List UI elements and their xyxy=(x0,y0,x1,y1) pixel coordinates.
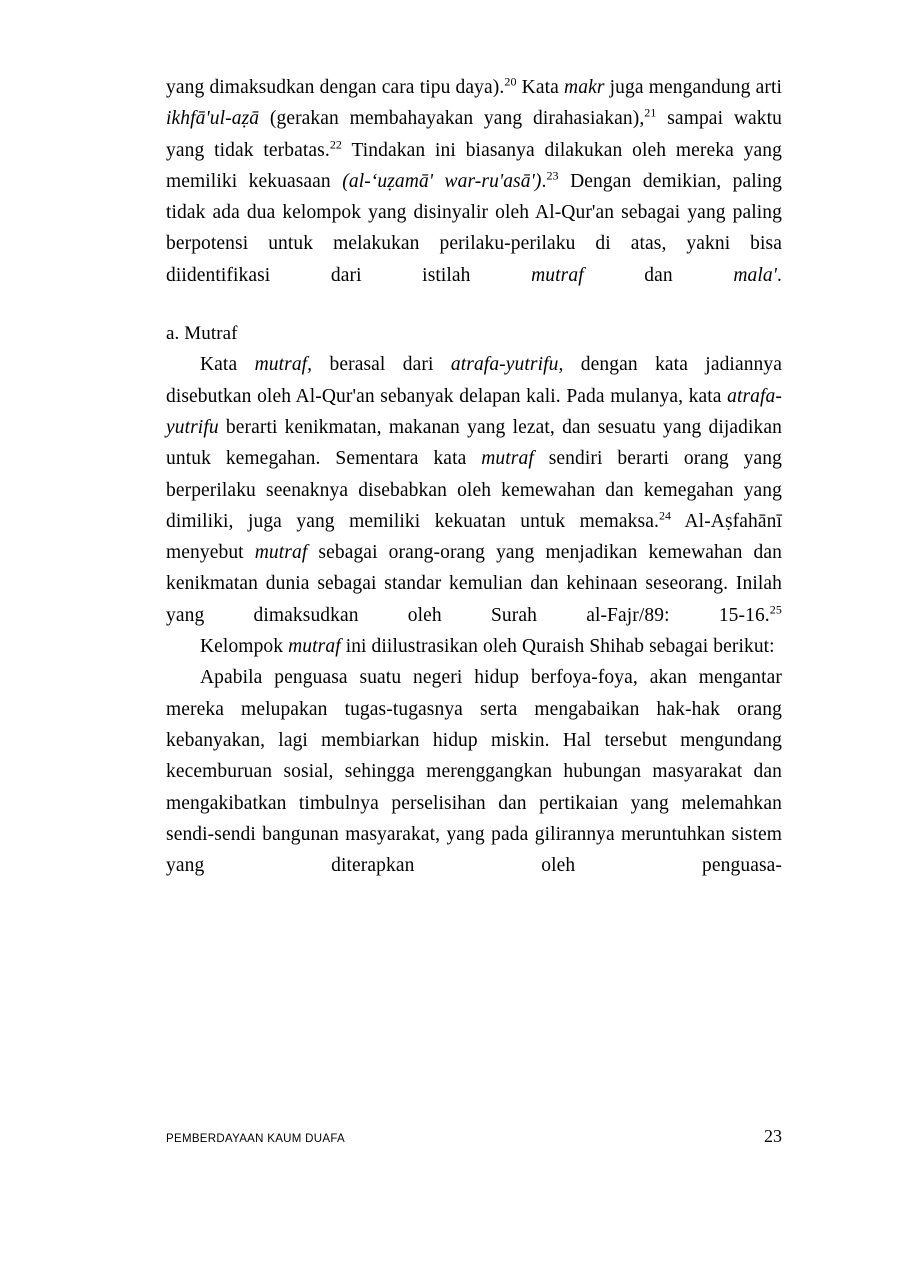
para1-text-8: Dengan demikian, paling tidak ada dua kelompok yang disinyalir oleh Al-Qur'an sebagai yang paling berpotensi untuk melakukan perilaku-perilaku di atas, yakni bisa diidentifikasi dari istilah xyxy=(166,170,782,286)
paragraph-2 xyxy=(166,349,782,631)
para1-italic-uzama: (al-ʻuẓamā' war-ru'asā') xyxy=(342,170,542,192)
paragraph-3 xyxy=(166,631,782,662)
para2-italic-mutraf-2: mutraf xyxy=(481,448,534,470)
section-heading-a-mutraf: a. Mutraf xyxy=(166,323,238,345)
footnote-marker-23: 23 xyxy=(546,168,559,183)
para2-text-1: Kata xyxy=(200,354,255,376)
para1-italic-makr: makr xyxy=(564,77,605,98)
footnote-marker-25: 25 xyxy=(769,602,782,617)
footnote-marker-24: 24 xyxy=(658,508,672,523)
para1-italic-ikhfa: ikhfā'ul-aẓā xyxy=(166,108,260,130)
para1-text-3: juga mengandung arti xyxy=(604,77,782,98)
para1-text-1: yang dimaksudkan dengan cara tipu daya). xyxy=(166,77,505,98)
spacer xyxy=(166,291,782,318)
page-footer xyxy=(166,1126,782,1147)
para2-italic-mutraf-3: mutraf xyxy=(254,542,308,564)
footer-book-title: PEMBERDAYAAN KAUM DUAFA xyxy=(166,1133,346,1145)
para2-text-4: berarti kenikmatan, makanan yang lezat, dan sesuatu yang dijadikan untuk kemegahan. Sementara kata xyxy=(166,416,782,470)
para2-text-3: dengan kata jadiannya disebutkan oleh Al-Qur'an sebanyak delapan kali. Pada mulanya, kata xyxy=(166,354,783,407)
para2-text-5: sendiri berarti orang yang berperilaku seenaknya disebabkan oleh kemewahan dan kemegahan yang dimiliki, juga yang memiliki kekuatan untuk memaksa. xyxy=(166,448,782,532)
footnote-marker-21: 21 xyxy=(644,105,657,120)
para2-italic-atrafa-1: atrafa-yutrifu, xyxy=(450,354,564,376)
para1-italic-mutraf: mutraf xyxy=(531,264,584,286)
para2-text-7: sebagai orang-orang yang menjadikan kemewahan dan kenikmatan dunia sebagai standar kemulian dan kehinaan seseorang. Inilah yang dimaksudkan oleh Surah al-Fajr/89: 15-16. xyxy=(166,542,782,626)
page-content xyxy=(166,72,782,881)
footnote-marker-22: 22 xyxy=(329,137,343,152)
footnote-marker-20: 20 xyxy=(504,74,517,89)
para1-italic-mala: mala' xyxy=(733,264,778,286)
paragraph-4-quote: Apabila penguasa suatu negeri hidup berfoya-foya, akan mengantar mereka melupakan tugas-tugasnya serta mengabaikan hak-hak orang kebanyakan, lagi membiarkan hidup miskin. Hal tersebut mengundang kecemburuan sosial, sehingga merenggangkan hubungan masyarakat dan mengakibatkan timbulnya perselisihan dan pertikaian yang melemahkan sendi-sendi bangunan masyarakat, yang pada gilirannya meruntuhkan sistem yang diterapkan oleh penguasa- xyxy=(166,667,782,877)
para2-italic-mutraf-1: mutraf, xyxy=(254,354,313,376)
para3-text-1: Kelompok xyxy=(200,636,289,658)
page-number: 23 xyxy=(764,1126,782,1146)
para3-italic-mutraf: mutraf xyxy=(288,636,341,658)
para2-text-2: berasal dari xyxy=(312,354,451,376)
para1-text-9: dan xyxy=(583,264,734,286)
paragraph-1 xyxy=(166,72,782,291)
para1-text-5: sampai waktu yang tidak terbatas. xyxy=(166,108,782,161)
para2-italic-atrafa-2: atrafa-yutrifu xyxy=(166,385,782,438)
para3-text-2: ini diilustrasikan oleh Quraish Shihab sebagai berikut: xyxy=(340,636,775,658)
para1-text-7: . xyxy=(541,170,547,192)
para1-text-10: . xyxy=(777,264,783,286)
para1-text-2: Kata xyxy=(516,77,565,98)
para1-text-6: Tindakan ini biasanya dilakukan oleh mereka yang memiliki kekuasaan xyxy=(166,139,782,192)
para1-text-4: (gerakan membahayakan yang dirahasiakan), xyxy=(259,108,645,130)
para2-text-6: Al-Aṣfahānī menyebut xyxy=(166,510,782,564)
